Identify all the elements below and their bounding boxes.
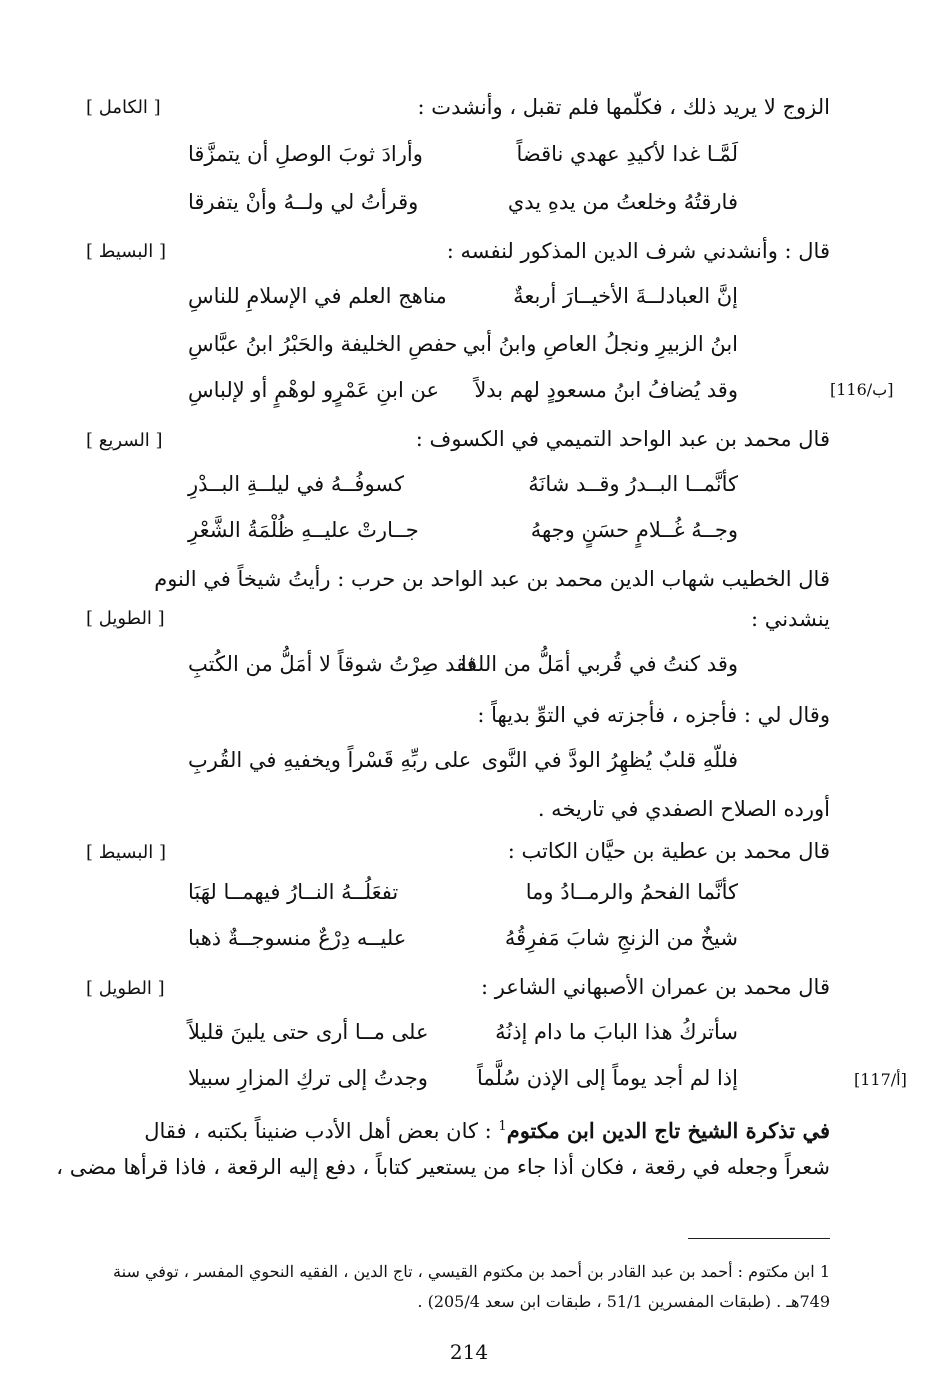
verse-hemistich: وأرادَ ثوبَ الوصلِ أن يتمزَّقا: [188, 142, 423, 166]
prose-line: وقال لي : فأجزه ، فأجزته في التوِّ بديهاً :: [477, 703, 830, 727]
prose-line: قال محمد بن عطية بن حيَّان الكاتب :: [507, 839, 830, 863]
margin-reference: [117/أ]: [854, 1070, 907, 1089]
prose-line: قال محمد بن عمران الأصبهاني الشاعر :: [480, 975, 830, 999]
verse-hemistich: فارقتُهُ وخلعتُ من يدهِ يدي: [507, 190, 738, 214]
meter-label: [ البسيط ]: [86, 842, 166, 863]
verse-hemistich: كسوفُــهُ في ليلــةِ البــدْرِ: [188, 472, 405, 496]
prose-line: [95, 1112, 830, 1146]
footnote-line: 1 ابن مكتوم : أحمد بن عبد القادر بن أحمد بن مكتوم القيسي ، تاج الدين ، الفقيه النحوي المفسر ، توفي سنة: [113, 1262, 830, 1281]
meter-label: [ البسيط ]: [86, 241, 166, 262]
verse-hemistich: لَمَّـا غدا لأكيدِ عهدي ناقضاً: [516, 142, 738, 166]
verse-hemistich: عن ابنِ عَمْرٍو لوهْمٍ أو لإلباسِ: [188, 378, 439, 402]
footnote-marker: 1: [498, 1119, 507, 1134]
prose-line: قال محمد بن عبد الواحد التميمي في الكسوف :: [415, 427, 830, 451]
verse-hemistich: تفعَلُــهُ النــارُ فيهمــا لهَبَا: [188, 880, 399, 904]
verse-hemistich: على ربِّهِ قَسْراً ويخفيهِ في القُربِ: [188, 748, 472, 772]
verse-hemistich: مناهج العلم في الإسلامِ للناسِ: [188, 284, 447, 308]
prose-line: قال : وأنشدني شرف الدين المذكور لنفسه :: [446, 239, 830, 263]
meter-label: [ الطويل ]: [86, 608, 165, 629]
verse-hemistich: وقرأتُ لي ولــهُ وأنْ يتفرقا: [188, 190, 419, 214]
verse-hemistich: وقد يُضافُ ابنُ مسعودٍ لهم بدلاً: [474, 378, 738, 402]
verse-hemistich: إذا لم أجد يوماً إلى الإذن سُلَّماً: [476, 1066, 738, 1090]
verse-hemistich: فقد صِرْتُ شوقاً لا أمَلُّ من الكُتبِ: [188, 652, 477, 676]
page-number: 214: [449, 1340, 489, 1364]
verse-hemistich: إنَّ العبادلــةَ الأخيــارَ أربعةٌ: [513, 284, 738, 308]
prose-line: قال الخطيب شهاب الدين محمد بن عبد الواحد بن حرب : رأيتُ شيخاً في النوم: [154, 567, 830, 591]
verse-hemistich: كأنَّمــا البــدرُ وقــد شانَهُ: [528, 472, 738, 496]
verse-hemistich: شيخٌ من الزنجِ شابَ مَفرِقُهُ: [504, 926, 738, 950]
prose-line: أورده الصلاح الصفدي في تاريخه .: [537, 797, 830, 821]
prose-line: شعراً وجعله في رقعة ، فكان أذا جاء من يستعير كتاباً ، دفع إليه الرقعة ، فاذا قرأها مضى ،: [56, 1155, 830, 1179]
prose-text: : كان بعض أهل الأدب ضنيناً بكتبه ، فقال: [144, 1119, 499, 1143]
verse-hemistich: جــارتْ عليــهِ ظُلْمَةُ الشَّعْرِ: [188, 518, 419, 542]
margin-reference: [116/ب]: [830, 380, 894, 399]
verse-hemistich: عليــه دِرْعٌ منسوجــةٌ ذهبا: [188, 926, 407, 950]
prose-line: الزوج لا يريد ذلك ، فكلّمها فلم تقبل ، وأنشدت :: [417, 95, 830, 119]
verse-hemistich: وجدتُ إلى تركِ المزارِ سبيلا: [188, 1066, 428, 1090]
source-title: في تذكرة الشيخ تاج الدين ابن مكتوم: [506, 1118, 830, 1143]
verse-hemistich: وجــهُ غُــلامٍ حسَنٍ وجههُ: [530, 518, 738, 542]
verse-hemistich: كأنَّما الفحمُ والرمــادُ وما: [525, 880, 738, 904]
verse-hemistich: على مــا أرى حتى يلينَ قليلاً: [188, 1020, 429, 1044]
verse-hemistich: ابنُ الزبيرِ ونجلُ العاصِ وابنُ أبي: [462, 332, 738, 356]
meter-label: [ السريع ]: [86, 430, 163, 451]
meter-label: [ الكامل ]: [86, 97, 161, 118]
verse-hemistich: وقد كنتُ في قُربي أمَلُّ من اللقا: [460, 652, 738, 676]
footnote-line: 749هـ . (طبقات المفسرين 51/1 ، طبقات ابن سعد 205/4) .: [417, 1292, 830, 1311]
verse-hemistich: فللّهِ قلبٌ يُظهِرُ الودَّ في النَّوى: [481, 748, 738, 772]
prose-line: ينشدني :: [750, 607, 830, 631]
verse-hemistich: حفصِ الخليفة والحَبْرُ ابنُ عبَّاسِ: [188, 332, 458, 356]
meter-label: [ الطويل ]: [86, 978, 165, 999]
verse-hemistich: سأتركُ هذا البابَ ما دام إذنُهُ: [495, 1020, 738, 1044]
footnote-separator: [688, 1238, 830, 1239]
